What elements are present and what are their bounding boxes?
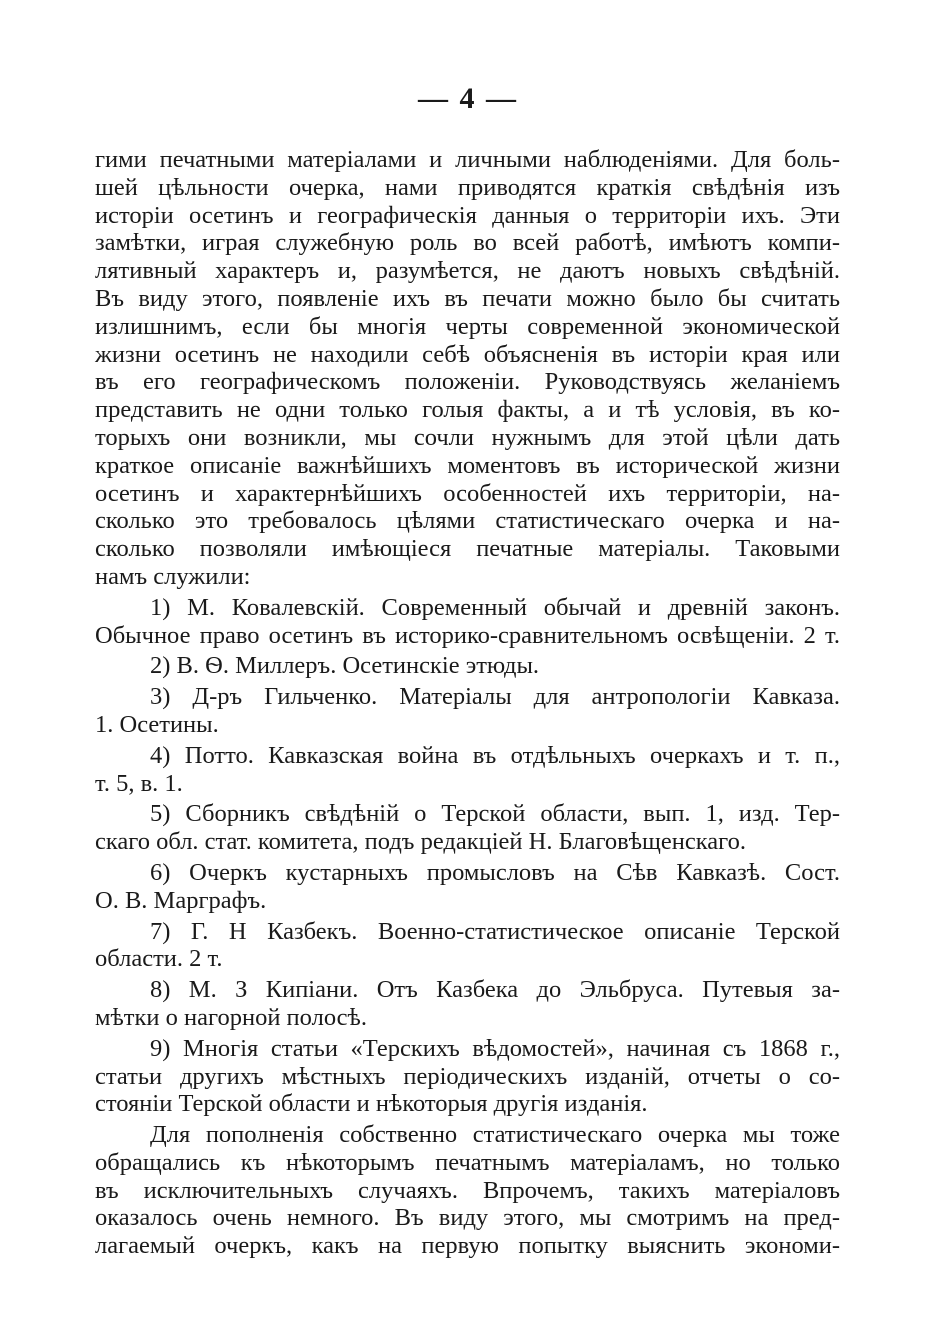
text-line: О. В. Марграфъ. [95, 886, 267, 914]
text-line: т. 5, в. 1. [95, 769, 183, 797]
text-line: исторіи осетинъ и географическія данныя о территоріи ихъ. Эти [95, 201, 840, 229]
text-line: излишнимъ, если бы многія черты современной экономической [95, 312, 840, 340]
text-line: торыхъ они возникли, мы сочли нужнымъ для этой цѣли дать [95, 423, 840, 451]
text-line: Обычное право осетинъ въ историко-сравнительномъ освѣщеніи. 2 т. [95, 621, 840, 649]
text-line: замѣтки, играя служебную роль во всей работѣ, имѣютъ компи- [95, 229, 840, 257]
text-line: представить не одни только голыя факты, а и тѣ условія, въ ко- [95, 396, 840, 424]
text-line: статьи другихъ мѣстныхъ періодическихъ изданій, отчеты о со- [95, 1062, 840, 1090]
text-line: скаго обл. стат. комитета, подъ редакціей Н. Благовѣщенскаго. [95, 828, 746, 856]
text-line: намъ служили: [95, 562, 251, 590]
text-line: 4) Потто. Кавказская война въ отдѣльныхъ очеркахъ и т. п., [150, 741, 840, 769]
text-line: 3) Д-ръ Гильченко. Матеріалы для антропологіи Кавказа. [150, 683, 840, 711]
text-line: жизни осетинъ не находили себѣ объясненія въ исторіи края или [95, 340, 840, 368]
text-line: сколько это требовалось цѣлями статистическаго очерка и на- [95, 507, 840, 535]
text-line: 7) Г. Н Казбекъ. Военно-статистическое описаніе Терской [150, 917, 840, 945]
text-line: гими печатными матеріалами и личными наблюденіями. Для боль- [95, 146, 840, 173]
text-line: обращались къ нѣкоторымъ печатнымъ матеріаламъ, но только [95, 1148, 840, 1176]
text-line: 9) Многія статьи «Терскихъ вѣдомостей», начиная съ 1868 г., [150, 1034, 840, 1062]
text-line: 2) В. Ѳ. Миллеръ. Осетинскіе этюды. [150, 652, 540, 680]
body-text [95, 146, 840, 1260]
text-line: въ его географическомъ положеніи. Руководствуясь желаніемъ [95, 368, 840, 396]
text-line: въ исключительныхъ случаяхъ. Впрочемъ, такихъ матеріаловъ [95, 1176, 840, 1204]
text-line: стояніи Терской области и нѣкоторыя другія изданія. [95, 1090, 648, 1118]
text-line: 5) Сборникъ свѣдѣній о Терской области, вып. 1, изд. Тер- [150, 800, 840, 828]
text-line: 8) М. З Кипіани. Отъ Казбека до Эльбруса. Путевыя за- [150, 976, 840, 1004]
text-line: краткое описаніе важнѣйшихъ моментовъ въ исторической жизни [95, 451, 840, 479]
text-line: 1) М. Ковалевскій. Современный обычай и древній законъ. [150, 593, 840, 621]
text-line: Въ виду этого, появленіе ихъ въ печати можно было бы считать [95, 284, 840, 312]
text-line: лятивный характеръ и, разумѣется, не даютъ новыхъ свѣдѣній. [95, 257, 840, 285]
text-line: осетинъ и характернѣйшихъ особенностей ихъ территоріи, на- [95, 479, 840, 507]
text-line: сколько позволяли имѣющіеся печатные матеріалы. Таковыми [95, 535, 840, 563]
page-number: — 4 — [418, 82, 518, 115]
text-line: 1. Осетины. [95, 710, 219, 738]
text-line: мѣтки о нагорной полосѣ. [95, 1003, 367, 1031]
text-line: шей цѣльности очерка, нами приводятся краткія свѣдѣнія изъ [95, 173, 840, 201]
text-line: 6) Очеркъ кустарныхъ промысловъ на Сѣв Кавказѣ. Сост. [150, 858, 840, 886]
text-line: Для пополненія собственно статистическаго очерка мы тоже [150, 1121, 840, 1149]
text-line: оказалось очень немного. Въ виду этого, мы смотримъ на пред- [95, 1204, 840, 1232]
text-line: лагаемый очеркъ, какъ на первую попытку выяснить экономи- [95, 1232, 840, 1260]
text-line: области. 2 т. [95, 945, 223, 973]
